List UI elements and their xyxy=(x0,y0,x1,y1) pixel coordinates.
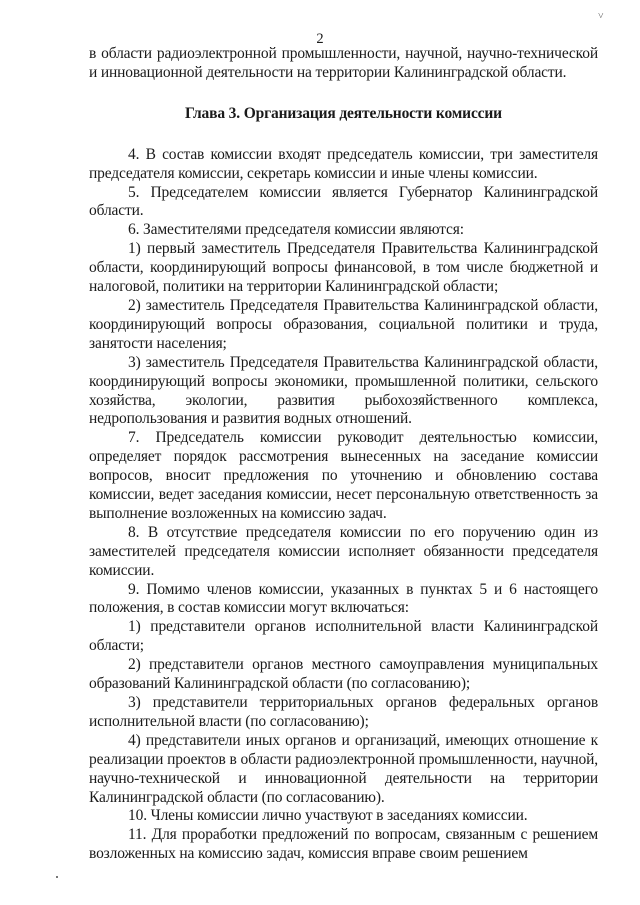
paragraph-6-item-1: 1) первый заместитель Председателя Правительства Калининградской области, координирующий вопросы финансовой, в том числе бюджетной и налоговой, политики на территории Калининградской области; xyxy=(89,240,598,296)
page-number: 2 xyxy=(316,31,324,47)
paragraph-7: 7. Председатель комиссии руководит деятельностью комиссии, определяет порядок рассмотрения вынесенных на заседание комиссии вопросов, вносит предложения по уточнению и обновлению состава комиссии, ведет заседания комиссии, несет персональную ответственность за выполнение возложенных на комиссию задач. xyxy=(89,429,598,522)
intro-continuation: в области радиоэлектронной промышленности, научной, научно-технической и инновационной деятельности на территории Калининградской области. xyxy=(89,45,598,81)
paragraph-6-item-3: 3) заместитель Председателя Правительства Калининградской области, координирующий вопросы экономики, промышленной политики, сельского хозяйства, экологии, развития рыбохозяйственного комплекса, недропользования и развития водных отношений. xyxy=(89,353,598,428)
paragraph-10: 10. Члены комиссии лично участвуют в заседаниях комиссии. xyxy=(128,807,528,825)
scan-speck xyxy=(56,876,58,878)
paragraph-9-item-4: 4) представители иных органов и организаций, имеющих отношение к реализации проектов в области радиоэлектронной промышленности, научной, научно-технической и инновационной деятельности на территории Калининградской области (по согласованию). xyxy=(89,731,598,806)
document-body xyxy=(89,45,598,864)
paragraph-5: 5. Председателем комиссии является Губернатор Калининградской области. xyxy=(89,183,598,220)
paragraph-9: 9. Помимо членов комиссии, указанных в пунктах 5 и 6 настоящего положения, в состав комиссии могут включаться: xyxy=(89,580,598,617)
chapter-title: Глава 3. Организация деятельности комиссии xyxy=(185,104,502,122)
paragraph-4: 4. В состав комиссии входят председатель комиссии, три заместителя председателя комиссии, секретарь комиссии и иные члены комиссии. xyxy=(89,145,598,182)
paragraph-6-item-2: 2) заместитель Председателя Правительства Калининградской области, координирующий вопросы образования, социальной политики и труда, занятости населения; xyxy=(89,296,598,352)
paragraph-8: 8. В отсутствие председателя комиссии по его поручению один из заместителей председателя комиссии исполняет обязанности председателя комиссии. xyxy=(89,523,598,579)
paragraph-9-item-2: 2) представители органов местного самоуправления муниципальных образований Калининградской области (по согласованию); xyxy=(89,656,598,693)
paragraph-11: 11. Для проработки предложений по вопросам, связанным с решением возложенных на комиссию задач, комиссия вправе своим решением xyxy=(89,826,598,863)
paragraph-6: 6. Заместителями председателя комиссии являются: xyxy=(128,221,464,239)
paragraph-9-item-1: 1) представители органов исполнительной власти Калининградской области; xyxy=(89,618,598,655)
top-mark: ˅ xyxy=(598,11,604,22)
paragraph-9-item-3: 3) представители территориальных органов федеральных органов исполнительной власти (по согласованию); xyxy=(89,694,598,730)
